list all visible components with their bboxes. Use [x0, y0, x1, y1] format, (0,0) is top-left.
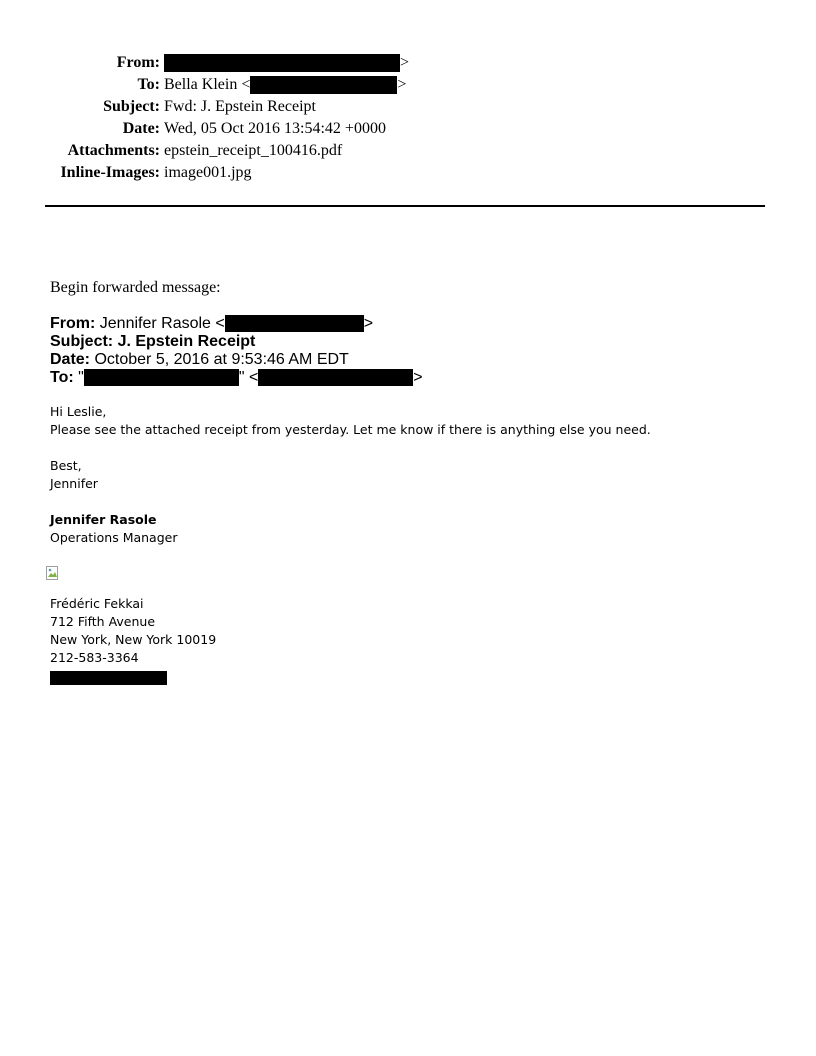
date-label: Date:: [122, 120, 160, 137]
signature-phone: 212-583-3364: [50, 650, 139, 665]
signature-company: Frédéric Fekkai: [50, 596, 144, 611]
header-from-row: [0, 52, 816, 74]
forwarded-to-suffix: >: [413, 369, 423, 386]
forwarded-date-row: [50, 351, 349, 369]
signature-name: Jennifer Rasole: [50, 512, 157, 527]
header-to-row: [0, 74, 816, 96]
forwarded-to-quote-close: " <: [238, 369, 259, 386]
redaction-bar: [225, 315, 364, 332]
subject-label: Subject:: [103, 98, 160, 115]
from-value-suffix: >: [400, 54, 410, 71]
forwarded-date-value: October 5, 2016 at 9:53:46 AM EDT: [90, 351, 349, 368]
header-date-row: [0, 118, 816, 140]
broken-image-icon: [46, 566, 60, 580]
forwarded-from-suffix: >: [363, 315, 374, 332]
date-value: Wed, 05 Oct 2016 13:54:42 +0000: [164, 120, 386, 137]
signature-address2: New York, New York 10019: [50, 632, 217, 647]
forwarded-subject-row: [50, 333, 255, 351]
message-greeting: Hi Leslie,: [50, 404, 107, 419]
inline-images-label: Inline-Images:: [60, 164, 160, 181]
to-value-name: Bella Klein <: [164, 76, 251, 93]
redaction-bar: [84, 369, 239, 386]
inline-image-link[interactable]: image001.jpg: [164, 164, 252, 181]
redaction-bar: [258, 369, 413, 386]
to-value: [164, 74, 406, 96]
subject-value: Fwd: J. Epstein Receipt: [164, 98, 316, 115]
attachments-label: Attachments:: [67, 142, 160, 159]
from-value: [164, 52, 409, 74]
message-signoff-name: Jennifer: [50, 476, 98, 491]
redaction-bar: [164, 54, 400, 72]
header-attachments-row: [0, 140, 816, 162]
signature-address1: 712 Fifth Avenue: [50, 614, 156, 629]
forwarded-from-row: [50, 315, 373, 333]
forwarded-date-label: Date:: [50, 351, 91, 368]
message-closing: Best,: [50, 458, 82, 473]
redaction-bar: [50, 671, 167, 685]
to-value-suffix: >: [397, 76, 407, 93]
forwarded-to-label: To:: [50, 369, 74, 386]
from-label: From:: [116, 54, 160, 71]
signature-title: Operations Manager: [50, 530, 178, 545]
redaction-bar: [250, 76, 397, 94]
header-subject-row: [0, 96, 816, 118]
forwarded-to-row: [50, 369, 423, 387]
message-line: Please see the attached receipt from yesterday. Let me know if there is anything else you need.: [50, 422, 651, 437]
header-divider: [45, 205, 765, 207]
header-inline-images-row: [0, 162, 816, 184]
forwarded-from-label: From:: [50, 315, 96, 332]
to-label: To:: [137, 76, 160, 93]
attachment-link[interactable]: epstein_receipt_100416.pdf: [164, 142, 343, 159]
forward-intro: Begin forwarded message:: [50, 279, 221, 296]
forwarded-to-quote-open: ": [73, 369, 84, 386]
forwarded-subject: Subject: J. Epstein Receipt: [50, 333, 256, 350]
forwarded-from-value: Jennifer Rasole <: [95, 315, 225, 332]
